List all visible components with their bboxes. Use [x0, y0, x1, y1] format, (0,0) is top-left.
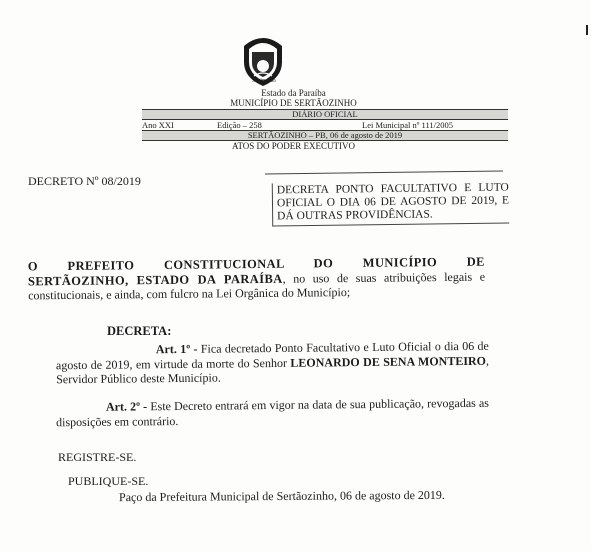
- article-1-text-a: Fica decretado Ponto Facultativo e Luto Oficial o dia 06 de agosto de 2019, em virtude da morte do Senhor: [55, 338, 489, 372]
- gazette-title-bar: [142, 109, 508, 120]
- decree-number: DECRETO Nº 08/2019: [28, 174, 141, 188]
- article-2: [56, 396, 489, 430]
- article-1-text-b: , Servidor Público deste Município.: [56, 353, 490, 387]
- preamble-line-1: O PREFEITO CONSTITUCIONAL DO MUNICÍPIO DE: [27, 254, 485, 274]
- publique-se: PUBLIQUE-SE.: [68, 474, 149, 488]
- gazette-title: DIÁRIO OFICIAL: [292, 109, 358, 119]
- article-1: [56, 339, 489, 387]
- article-2-label: Art. 2º -: [105, 399, 148, 414]
- ementa-top-rule: [265, 171, 503, 175]
- decreta-heading: DECRETA:: [107, 324, 172, 338]
- preamble-line-3: constitucionais, e ainda, com fulcro na Lei Orgânica do Município;: [28, 285, 351, 303]
- section-title: ATOS DO PODER EXECUTIVO: [231, 141, 356, 151]
- law-label: Lei Municipal nº 111/2005: [362, 120, 454, 130]
- decree-ementa: DECRETA PONTO FACULTATIVO E LUTO OFICIAL O DIA 06 DE AGOSTO DE 2019, E DÁ OUTRAS PROVIDÊNCIAS.: [272, 181, 510, 227]
- edition-label: Edição – 258: [217, 120, 262, 130]
- location-date-bar: [142, 130, 508, 141]
- scan-edge-mark: [586, 25, 588, 35]
- preamble-paragraph: [28, 255, 485, 303]
- article-2-text: Este Decreto entrará em vigor na data de sua publicação, revogadas as disposições em contrário.: [56, 395, 489, 429]
- preamble-line-2-rest: , no uso de suas atribuições legais e: [282, 269, 486, 286]
- state-name: Estado da Paraíba: [261, 88, 326, 98]
- edition-info-row: [142, 120, 508, 130]
- closing-line: Paço da Prefeitura Municipal de Sertãozinho, 06 de agosto de 2019.: [118, 487, 445, 505]
- crest-caption: Sertãozinho: [252, 79, 276, 84]
- location-date: SERTÃOZINHO – PB, 06 de agosto de 2019: [247, 130, 403, 140]
- registre-se: REGISTRE-SE.: [58, 450, 137, 464]
- article-1-label: Art. 1º -: [155, 341, 198, 357]
- municipality-name: MUNICÍPIO DE SERTÃOZINHO: [230, 98, 357, 108]
- year-label: Ano XXI: [142, 120, 174, 130]
- deceased-name: LEONARDO DE SENA MONTEIRO: [290, 353, 487, 370]
- preamble-municipality: SERTÃOZINHO, ESTADO DA PARAÍBA: [27, 271, 283, 288]
